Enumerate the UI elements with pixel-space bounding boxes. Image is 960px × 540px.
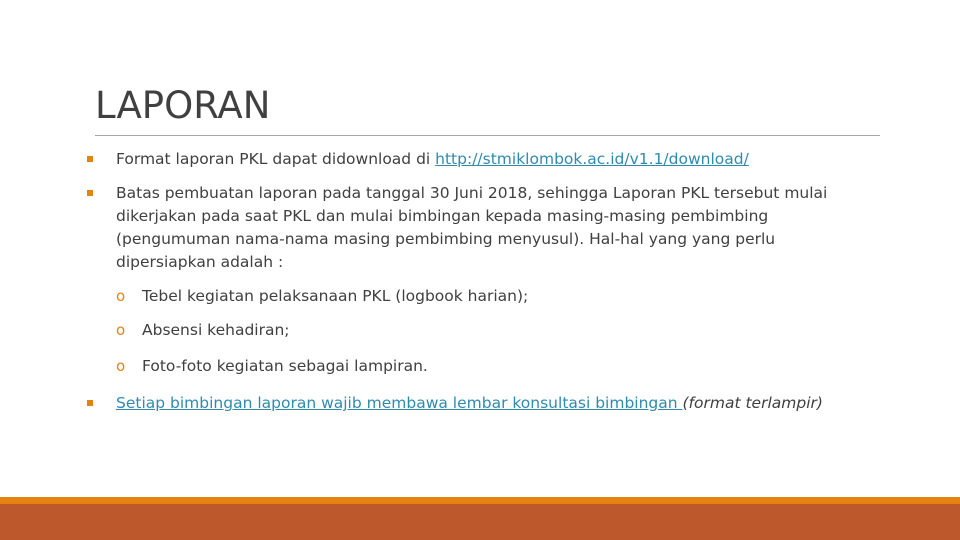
sub-list-item (116, 355, 856, 378)
download-link[interactable]: http://stmiklombok.ac.id/v1.1/download/ (435, 150, 749, 168)
bullet-text: Batas pembuatan laporan pada tanggal 30 Juni 2018, sehingga Laporan PKL tersebut mulai dikerjakan pada saat PKL dan mulai bimbingan kepada masing-masing pembimbing (pengumuman nama-nama masing pembimbing menyusul). Hal-hal yang yang perlu dipersiapkan adalah : (116, 184, 828, 271)
sub-list-item (116, 319, 856, 342)
bullet-item-format (87, 148, 862, 171)
sub-item-text: Absensi kehadiran; (142, 321, 290, 339)
square-bullet-icon (87, 400, 93, 406)
footer-bar (0, 504, 960, 540)
sub-item-text: Tebel kegiatan pelaksanaan PKL (logbook harian); (142, 287, 529, 305)
title-divider (95, 135, 880, 136)
bullet-item-consultation (87, 392, 862, 415)
sub-item-text: Foto-foto kegiatan sebagai lampiran. (142, 357, 428, 375)
square-bullet-icon (87, 156, 93, 162)
square-bullet-icon (87, 190, 93, 196)
bullet-text (116, 392, 862, 415)
bullet-suffix: (format terlampir) (682, 394, 823, 412)
footer-accent-stripe (0, 497, 960, 504)
slide-title: LAPORAN (95, 84, 271, 127)
circle-bullet-icon: o (116, 357, 126, 375)
sub-list-item (116, 285, 856, 308)
bullet-prefix: Format laporan PKL dapat didownload di (116, 150, 436, 168)
bullet-text (116, 148, 862, 171)
consultation-link[interactable]: Setiap bimbingan laporan wajib membawa lembar konsultasi bimbingan (116, 394, 683, 412)
bullet-item-deadline (87, 182, 862, 274)
circle-bullet-icon: o (116, 287, 126, 305)
circle-bullet-icon: o (116, 321, 126, 339)
